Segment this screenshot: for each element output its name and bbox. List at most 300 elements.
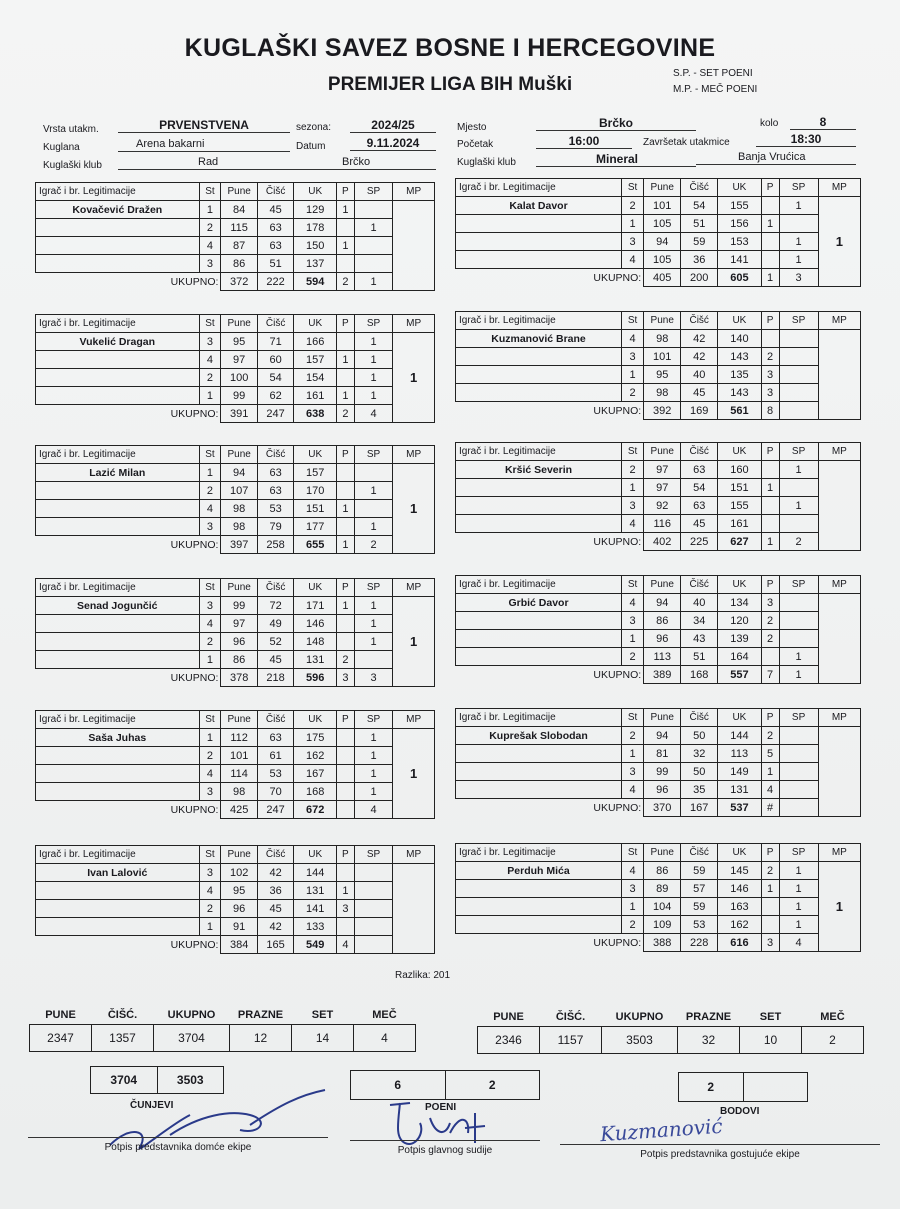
cell-uk: 133	[294, 918, 337, 936]
total-label: UKUPNO:	[170, 407, 219, 420]
player-name: Kalat Davor	[456, 197, 622, 215]
cell-cisc: 34	[681, 612, 718, 630]
cell-st: 4	[199, 500, 221, 518]
table-row	[36, 237, 435, 255]
cell-pune: 101	[644, 197, 681, 215]
col-header-st: St	[199, 711, 221, 729]
total-row	[456, 799, 861, 817]
col-header-mp: MP	[818, 312, 860, 330]
summary-value: 4	[354, 1024, 416, 1051]
cell-st: 4	[622, 594, 644, 612]
player-name: Senad Jogunčić	[36, 597, 200, 615]
match-point: 1	[393, 333, 435, 423]
difference-label: Razlika: 201	[395, 970, 451, 981]
label-away-club: Kuglaški klub	[457, 157, 516, 168]
col-header-player: Igrač i br. Legitimacije	[456, 312, 622, 330]
cell-cisc: 45	[257, 201, 293, 219]
player-name-cell	[456, 348, 622, 366]
label-kolo: kolo	[760, 118, 779, 129]
cell-pune: 86	[644, 862, 681, 880]
cell-uk: 177	[294, 518, 337, 536]
cell-uk: 157	[294, 464, 337, 482]
cell-pune: 84	[221, 201, 257, 219]
cell-cisc: 54	[681, 197, 718, 215]
cell-pune: 105	[644, 215, 681, 233]
col-header-p: P	[761, 443, 779, 461]
col-header-mp: MP	[393, 846, 435, 864]
standings-points-label: BODOVI	[720, 1106, 760, 1117]
total-pune: 397	[221, 536, 257, 554]
cell-sp: 1	[354, 369, 393, 387]
table-row	[36, 369, 435, 387]
player-name-cell	[456, 515, 622, 533]
cell-p: 1	[337, 387, 355, 405]
table-row	[36, 387, 435, 405]
cell-uk: 156	[718, 215, 761, 233]
cell-uk: 162	[294, 747, 337, 765]
cell-sp	[779, 366, 818, 384]
cell-p	[761, 497, 779, 515]
col-header-player: Igrač i br. Legitimacije	[36, 446, 200, 464]
cell-pune: 97	[644, 461, 681, 479]
cell-cisc: 51	[681, 648, 718, 666]
table-row	[36, 500, 435, 518]
player-name-cell	[36, 518, 200, 536]
standings-points-box	[678, 1072, 808, 1102]
col-header-st: St	[622, 844, 644, 862]
col-header-mp: MP	[393, 183, 435, 201]
table-row	[456, 745, 861, 763]
total-pune: 384	[221, 936, 257, 954]
table-row	[456, 330, 861, 348]
cell-sp: 1	[354, 633, 393, 651]
col-header-mp: MP	[393, 711, 435, 729]
total-uk: 638	[294, 405, 337, 423]
cell-sp: 1	[354, 729, 393, 747]
summary-header: ČIŠĆ.	[107, 1008, 138, 1021]
cell-cisc: 63	[257, 729, 293, 747]
cell-pune: 98	[644, 384, 681, 402]
player-name-cell	[36, 351, 200, 369]
standings-points-home: 2	[707, 1080, 715, 1094]
cell-uk: 148	[294, 633, 337, 651]
cell-st: 1	[622, 215, 644, 233]
cell-cisc: 59	[681, 898, 718, 916]
table-row	[36, 219, 435, 237]
col-header-mp: MP	[393, 579, 435, 597]
cell-sp	[779, 348, 818, 366]
cell-sp: 1	[779, 648, 818, 666]
total-row	[36, 405, 435, 423]
cell-sp: 1	[354, 597, 393, 615]
summary-header: UKUPNO	[167, 1008, 216, 1021]
cell-uk: 141	[294, 900, 337, 918]
col-header-cisc: Čišć	[681, 576, 718, 594]
col-header-mp: MP	[818, 576, 860, 594]
player-name-cell	[36, 482, 200, 500]
table-row	[36, 351, 435, 369]
cell-uk: 131	[294, 651, 337, 669]
cell-pune: 86	[221, 651, 257, 669]
cell-pune: 100	[221, 369, 257, 387]
player-name-cell	[456, 916, 622, 934]
cell-sp	[779, 330, 818, 348]
col-header-sp: SP	[779, 179, 818, 197]
cell-uk: 141	[718, 251, 761, 269]
referee-signature-label: Potpis glavnog sudije	[397, 1145, 493, 1156]
cell-p: 1	[761, 479, 779, 497]
cell-pune: 94	[644, 594, 681, 612]
cell-cisc: 54	[681, 479, 718, 497]
total-p: 8	[761, 402, 779, 420]
cell-st: 3	[622, 348, 644, 366]
col-header-uk: UK	[718, 844, 761, 862]
summary-header: PRAZNE	[685, 1010, 732, 1023]
col-header-player: Igrač i br. Legitimacije	[36, 315, 200, 333]
player-name-cell	[36, 369, 200, 387]
col-header-pune: Pune	[221, 446, 257, 464]
label-kuglana: Kuglana	[43, 142, 80, 153]
total-cisc: 247	[257, 405, 293, 423]
cell-pune: 95	[221, 882, 257, 900]
table-row	[456, 515, 861, 533]
table-row	[36, 864, 435, 882]
match-point	[818, 594, 860, 684]
cell-sp	[779, 781, 818, 799]
col-header-player: Igrač i br. Legitimacije	[456, 179, 622, 197]
cell-st: 1	[622, 745, 644, 763]
cell-sp: 1	[779, 497, 818, 515]
player-name-cell	[456, 648, 622, 666]
cell-uk: 137	[294, 255, 337, 273]
cell-p: 1	[337, 351, 355, 369]
cell-p: 1	[761, 215, 779, 233]
cell-cisc: 52	[257, 633, 293, 651]
player-name: Kuprešak Slobodan	[456, 727, 622, 745]
total-pune: 378	[221, 669, 257, 687]
cell-st: 2	[199, 219, 221, 237]
cell-uk: 161	[718, 515, 761, 533]
cell-cisc: 51	[681, 215, 718, 233]
cell-uk: 131	[718, 781, 761, 799]
cell-cisc: 72	[257, 597, 293, 615]
table-row	[456, 479, 861, 497]
col-header-uk: UK	[718, 576, 761, 594]
total-pune: 402	[644, 533, 681, 551]
cell-st: 2	[622, 727, 644, 745]
total-pune: 388	[644, 934, 681, 952]
cell-cisc: 79	[257, 518, 293, 536]
total-sp: 4	[354, 405, 393, 423]
cell-cisc: 42	[681, 348, 718, 366]
cell-pune: 99	[221, 387, 257, 405]
total-sp: 2	[779, 533, 818, 551]
home-player-block	[35, 445, 435, 554]
home-signature-label: Potpis predstavnika domće ekipe	[104, 1142, 252, 1153]
col-header-st: St	[622, 576, 644, 594]
cell-pune: 102	[221, 864, 257, 882]
col-header-p: P	[337, 579, 355, 597]
home-player-block	[35, 845, 435, 954]
cell-st: 2	[622, 648, 644, 666]
player-name-cell	[456, 384, 622, 402]
home-club: Rad	[118, 155, 290, 170]
cell-st: 4	[199, 351, 221, 369]
summary-value: 1157	[540, 1026, 602, 1053]
home-player-block	[35, 182, 435, 291]
col-header-p: P	[761, 312, 779, 330]
summary-value: 32	[678, 1026, 740, 1053]
cell-cisc: 63	[681, 461, 718, 479]
player-name-cell	[456, 630, 622, 648]
player-name-cell	[456, 479, 622, 497]
cell-sp: 1	[354, 333, 393, 351]
cell-uk: 161	[294, 387, 337, 405]
cell-sp	[354, 882, 393, 900]
col-header-cisc: Čišć	[257, 711, 293, 729]
cell-sp	[779, 630, 818, 648]
total-label: UKUPNO:	[593, 668, 642, 681]
cell-st: 3	[622, 880, 644, 898]
total-uk: 627	[718, 533, 761, 551]
cell-p: 2	[761, 348, 779, 366]
away-player-block	[455, 575, 861, 684]
cell-p: 2	[337, 651, 355, 669]
total-cisc: 247	[257, 801, 293, 819]
total-p: 3	[761, 934, 779, 952]
cell-uk: 164	[718, 648, 761, 666]
table-row	[36, 333, 435, 351]
cell-st: 1	[622, 366, 644, 384]
cell-uk: 162	[718, 916, 761, 934]
col-header-pune: Pune	[221, 846, 257, 864]
cell-cisc: 50	[681, 763, 718, 781]
cell-pune: 97	[221, 615, 257, 633]
cell-p: 3	[761, 384, 779, 402]
total-label: UKUPNO:	[170, 803, 219, 816]
col-header-pune: Pune	[644, 576, 681, 594]
total-cisc: 200	[681, 269, 718, 287]
cell-st: 2	[622, 197, 644, 215]
cell-sp	[779, 215, 818, 233]
cell-p: 1	[337, 201, 355, 219]
col-header-mp: MP	[818, 179, 860, 197]
cell-sp: 1	[779, 461, 818, 479]
table-row	[456, 366, 861, 384]
cell-p: 3	[761, 594, 779, 612]
player-name-cell	[36, 615, 200, 633]
cell-st: 4	[199, 615, 221, 633]
cell-sp: 1	[779, 898, 818, 916]
cell-p: 1	[761, 763, 779, 781]
total-p: 1	[761, 269, 779, 287]
col-header-st: St	[199, 183, 221, 201]
cell-pune: 94	[644, 727, 681, 745]
total-p	[337, 801, 355, 819]
col-header-st: St	[199, 315, 221, 333]
total-label: UKUPNO:	[593, 801, 642, 814]
cell-uk: 120	[718, 612, 761, 630]
col-header-cisc: Čišć	[681, 179, 718, 197]
cell-uk: 163	[718, 898, 761, 916]
cell-cisc: 54	[257, 369, 293, 387]
label-pocetak: Početak	[457, 139, 494, 150]
col-header-p: P	[337, 846, 355, 864]
total-cisc: 222	[257, 273, 293, 291]
cell-pune: 99	[644, 763, 681, 781]
match-point	[818, 461, 860, 551]
match-point: 1	[393, 729, 435, 819]
cell-st: 3	[622, 497, 644, 515]
cell-uk: 139	[718, 630, 761, 648]
player-name-cell	[36, 219, 200, 237]
table-row	[456, 497, 861, 515]
col-header-mp: MP	[393, 446, 435, 464]
table-row	[456, 594, 861, 612]
cell-st: 1	[199, 387, 221, 405]
player-name-cell	[36, 255, 200, 273]
total-cisc: 167	[681, 799, 718, 817]
cell-pune: 87	[221, 237, 257, 255]
cell-uk: 146	[718, 880, 761, 898]
summary-value: 2346	[478, 1026, 540, 1053]
cell-cisc: 45	[257, 651, 293, 669]
col-header-st: St	[622, 443, 644, 461]
cell-p	[337, 464, 355, 482]
cell-pune: 96	[221, 900, 257, 918]
date: 9.11.2024	[350, 136, 436, 151]
col-header-uk: UK	[718, 312, 761, 330]
col-header-cisc: Čišć	[257, 446, 293, 464]
col-header-mp: MP	[818, 709, 860, 727]
total-row	[36, 536, 435, 554]
cell-pune: 107	[221, 482, 257, 500]
player-name-cell	[456, 366, 622, 384]
player-name-cell	[36, 633, 200, 651]
away-signature: Kuzmanović	[599, 1113, 724, 1147]
cell-p: 2	[761, 727, 779, 745]
player-name-cell	[456, 233, 622, 251]
summary-header: PUNE	[45, 1008, 76, 1021]
standings-points-away	[743, 1073, 808, 1101]
cell-pune: 109	[644, 916, 681, 934]
total-sp: 1	[779, 666, 818, 684]
cell-uk: 143	[718, 348, 761, 366]
player-name: Lazić Milan	[36, 464, 200, 482]
player-name-cell	[36, 900, 200, 918]
cell-p	[337, 783, 355, 801]
cell-sp: 1	[354, 765, 393, 783]
total-uk: 537	[718, 799, 761, 817]
cell-st: 2	[199, 900, 221, 918]
match-point	[818, 727, 860, 817]
total-sp	[779, 799, 818, 817]
col-header-cisc: Čišć	[257, 183, 293, 201]
player-name: Kovačević Dražen	[36, 201, 200, 219]
cell-pune: 114	[221, 765, 257, 783]
cell-cisc: 60	[257, 351, 293, 369]
season: 2024/25	[350, 118, 436, 133]
legend-mp: M.P. - MEČ POENI	[673, 84, 758, 95]
table-row	[456, 648, 861, 666]
cell-uk: 160	[718, 461, 761, 479]
player-name-cell	[456, 612, 622, 630]
round: 8	[790, 115, 856, 130]
summary-header: MEČ	[372, 1008, 397, 1021]
col-header-player: Igrač i br. Legitimacije	[456, 576, 622, 594]
player-name-cell	[36, 783, 200, 801]
col-header-uk: UK	[294, 846, 337, 864]
cell-st: 3	[199, 333, 221, 351]
cell-cisc: 62	[257, 387, 293, 405]
cell-cisc: 51	[257, 255, 293, 273]
cell-p	[761, 898, 779, 916]
table-row	[36, 464, 435, 482]
col-header-p: P	[337, 315, 355, 333]
match-point	[818, 330, 860, 420]
pins-label: ČUNJEVI	[130, 1100, 174, 1111]
cell-uk: 149	[718, 763, 761, 781]
cell-p	[761, 648, 779, 666]
cell-pune: 98	[221, 518, 257, 536]
cell-p	[337, 747, 355, 765]
cell-sp: 1	[354, 518, 393, 536]
cell-pune: 98	[221, 500, 257, 518]
cell-p: 1	[337, 237, 355, 255]
away-player-block	[455, 708, 861, 817]
total-pune: 372	[221, 273, 257, 291]
player-name-cell	[36, 918, 200, 936]
cell-st: 4	[622, 251, 644, 269]
cell-p: 4	[761, 781, 779, 799]
player-name-cell	[456, 497, 622, 515]
col-header-player: Igrač i br. Legitimacije	[456, 443, 622, 461]
total-row	[36, 936, 435, 954]
cell-st: 3	[622, 233, 644, 251]
total-label: UKUPNO:	[593, 535, 642, 548]
table-row	[36, 255, 435, 273]
referee-signature	[380, 1093, 490, 1153]
total-sp: 2	[354, 536, 393, 554]
cell-cisc: 63	[257, 219, 293, 237]
cell-sp	[779, 594, 818, 612]
cell-cisc: 36	[681, 251, 718, 269]
cell-p: 3	[761, 366, 779, 384]
cell-uk: 135	[718, 366, 761, 384]
total-p: 2	[337, 405, 355, 423]
total-sp	[779, 402, 818, 420]
cell-sp	[779, 384, 818, 402]
cell-sp	[779, 727, 818, 745]
away-summary	[477, 1008, 864, 1054]
col-header-cisc: Čišć	[681, 443, 718, 461]
player-name-cell	[36, 651, 200, 669]
match-point	[393, 864, 435, 954]
cell-p	[337, 219, 355, 237]
total-p: 1	[337, 536, 355, 554]
col-header-player: Igrač i br. Legitimacije	[36, 846, 200, 864]
col-header-sp: SP	[354, 446, 393, 464]
cell-st: 4	[199, 237, 221, 255]
total-p: 4	[337, 936, 355, 954]
cell-cisc: 63	[257, 237, 293, 255]
col-header-p: P	[337, 446, 355, 464]
cell-pune: 99	[221, 597, 257, 615]
table-row	[36, 201, 435, 219]
cell-p	[337, 918, 355, 936]
summary-header: MEČ	[820, 1010, 845, 1023]
legend	[673, 66, 757, 98]
